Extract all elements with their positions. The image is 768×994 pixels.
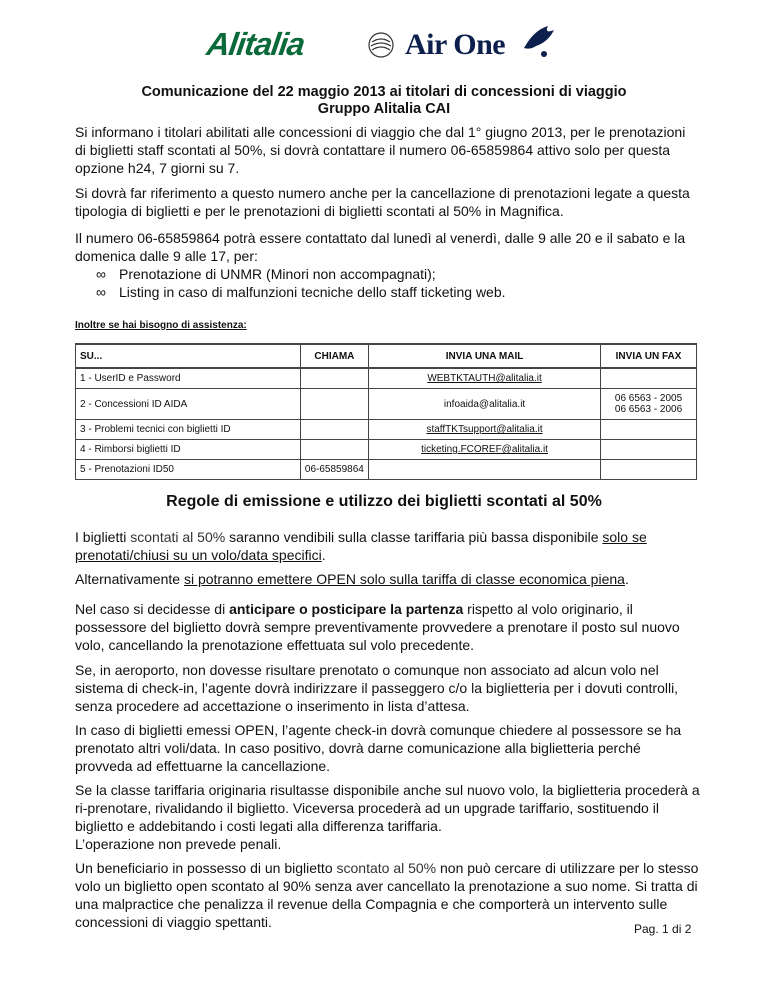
assist-heading: Inoltre se hai bisogno di assistenza: [75,320,247,331]
list-item [96,265,696,283]
skyteam-logo [360,24,402,66]
mail-link[interactable]: ticketing.FCOREF@alitalia.it [369,440,601,460]
cell-fax [601,440,697,460]
rules-paragraph-1: I biglietti scontati al 50% saranno vendibili sulla classe tariffaria più bassa disponibile solo se prenotati/chiusi su un volo/data specifici. [75,529,647,563]
bird-icon [520,20,560,60]
table-row [76,389,697,420]
header-chiama: CHIAMA [300,344,368,368]
title-line-2: Gruppo Alitalia CAI [317,101,451,117]
cell-fax [601,368,697,389]
header-mail: INVIA UNA MAIL [369,344,601,368]
table-row [76,440,697,460]
bullet-text: Listing in caso di malfunzioni tecniche dello staff ticketing web. [119,284,506,300]
intro-paragraph-3: Il numero 06-65859864 potrà essere contattato dal lunedì al venerdì, dalle 9 alle 20 e il sabato e la domenica dalle 9 alle 17, per: [75,230,686,264]
cell-su: 1 - UserID e Password [76,368,301,389]
intro-paragraph-2: Si dovrà far riferimento a questo numero anche per la cancellazione di prenotazioni legate a questa tipologia di biglietti e per le prenotazioni di biglietti scontati al 50% in Magnifica. [75,185,690,219]
cell-fax [601,460,697,480]
fax-number: 06 6563 - 2005 [614,393,683,404]
rules-heading: Regole di emissione e utilizzo dei biglietti scontati al 50% [166,493,602,510]
cell-chiama [300,440,368,460]
alitalia-logo: Alitalia [204,26,307,62]
title-line-1: Comunicazione del 22 maggio 2013 ai titolari di concessioni di viaggio [141,84,627,100]
cell-su: 5 - Prenotazioni ID50 [76,460,301,480]
page-number: Pag. 1 di 2 [634,922,692,936]
header-fax: INVIA UN FAX [601,344,697,368]
rules-paragraph-4: Se, in aeroporto, non dovesse risultare prenotato o comunque non associato ad alcun volo nel sistema di check-in, l’agente dovrà indirizzare il passeggero c/o la biglietteria per i dovuti controlli, senza procedere ad accettazione o inserimento in lista d’attesa. [75,662,679,714]
mail-link[interactable]: staffTKTsupport@alitalia.it [369,420,601,440]
cell-fax [601,389,697,420]
bullet-symbol: ∞ [96,284,106,300]
rules-paragraph-6: Se la classe tariffaria originaria risultasse disponibile anche sul nuovo volo, la biglietteria procederà a ri-prenotare, rivalidando il biglietto. Viceversa procederà ad un upgrade tariffario, sostituendo il biglietto e addebitando i costi legati alla differenza tariffaria. L’operazione non prevede penali. [75,782,700,852]
cell-chiama [300,420,368,440]
rules-paragraph-3: Nel caso si decidesse di anticipare o posticipare la partenza rispetto al volo originario, il possessore del biglietto dovrà sempre preventivamente provvedere a prenotare il posto sul nuovo volo, cancellando la prenotazione effettuata sul volo precedente. [75,601,680,653]
cell-fax [601,420,697,440]
rules-paragraph-5: In caso di biglietti emessi OPEN, l’agente check-in dovrà comunque chiedere al possessore se ha prenotato altri voli/data. In caso positivo, dovrà darne comunicazione alla biglietteria perché provveda ad effettuarne la cancellazione. [75,722,682,774]
cell-chiama [300,368,368,389]
intro-paragraph-1: Si informano i titolari abilitati alle concessioni di viaggio che dal 1° giugno 2013, per le prenotazioni di biglietti staff scontati al 50%, si dovrà contattare il numero 06-65859864 attivo solo per questa opzione h24, 7 giorni su 7. [75,124,686,176]
assistance-table [75,343,697,480]
bullet-text: Prenotazione di UNMR (Minori non accompagnati); [119,266,436,282]
fax-number: 06 6563 - 2006 [614,404,683,415]
table-row [76,460,697,480]
mail-text[interactable]: infoaida@alitalia.it [369,389,601,420]
table-header-row [76,344,697,368]
document-title [0,84,768,118]
rules-paragraph-2: Alternativamente si potranno emettere OPEN solo sulla tariffa di classe economica piena. [75,571,629,587]
table-row [76,368,697,389]
cell-chiama [300,389,368,420]
bullet-list [96,265,696,301]
airone-logo: Air One [405,28,506,61]
bullet-symbol: ∞ [96,266,106,282]
header-su: SU... [76,344,301,368]
cell-su: 3 - Problemi tecnici con biglietti ID [76,420,301,440]
cell-su: 4 - Rimborsi biglietti ID [76,440,301,460]
cell-chiama: 06-65859864 [300,460,368,480]
cell-su: 2 - Concessioni ID AIDA [76,389,301,420]
logo-bar [0,20,768,70]
table-row [76,420,697,440]
rules-paragraph-7: Un beneficiario in possesso di un biglietto scontato al 50% non può cercare di utilizzare per lo stesso volo un biglietto open scontato al 90% senza aver cancellato la prenotazione a suo nome. Si tratta di una malpractice che penalizza il revenue della Compagnia e che comporterà un intervento sulle concessioni di viaggio spettanti. [75,860,699,930]
mail-link[interactable]: WEBTKTAUTH@alitalia.it [369,368,601,389]
cell-mail [369,460,601,480]
list-item [96,283,696,301]
